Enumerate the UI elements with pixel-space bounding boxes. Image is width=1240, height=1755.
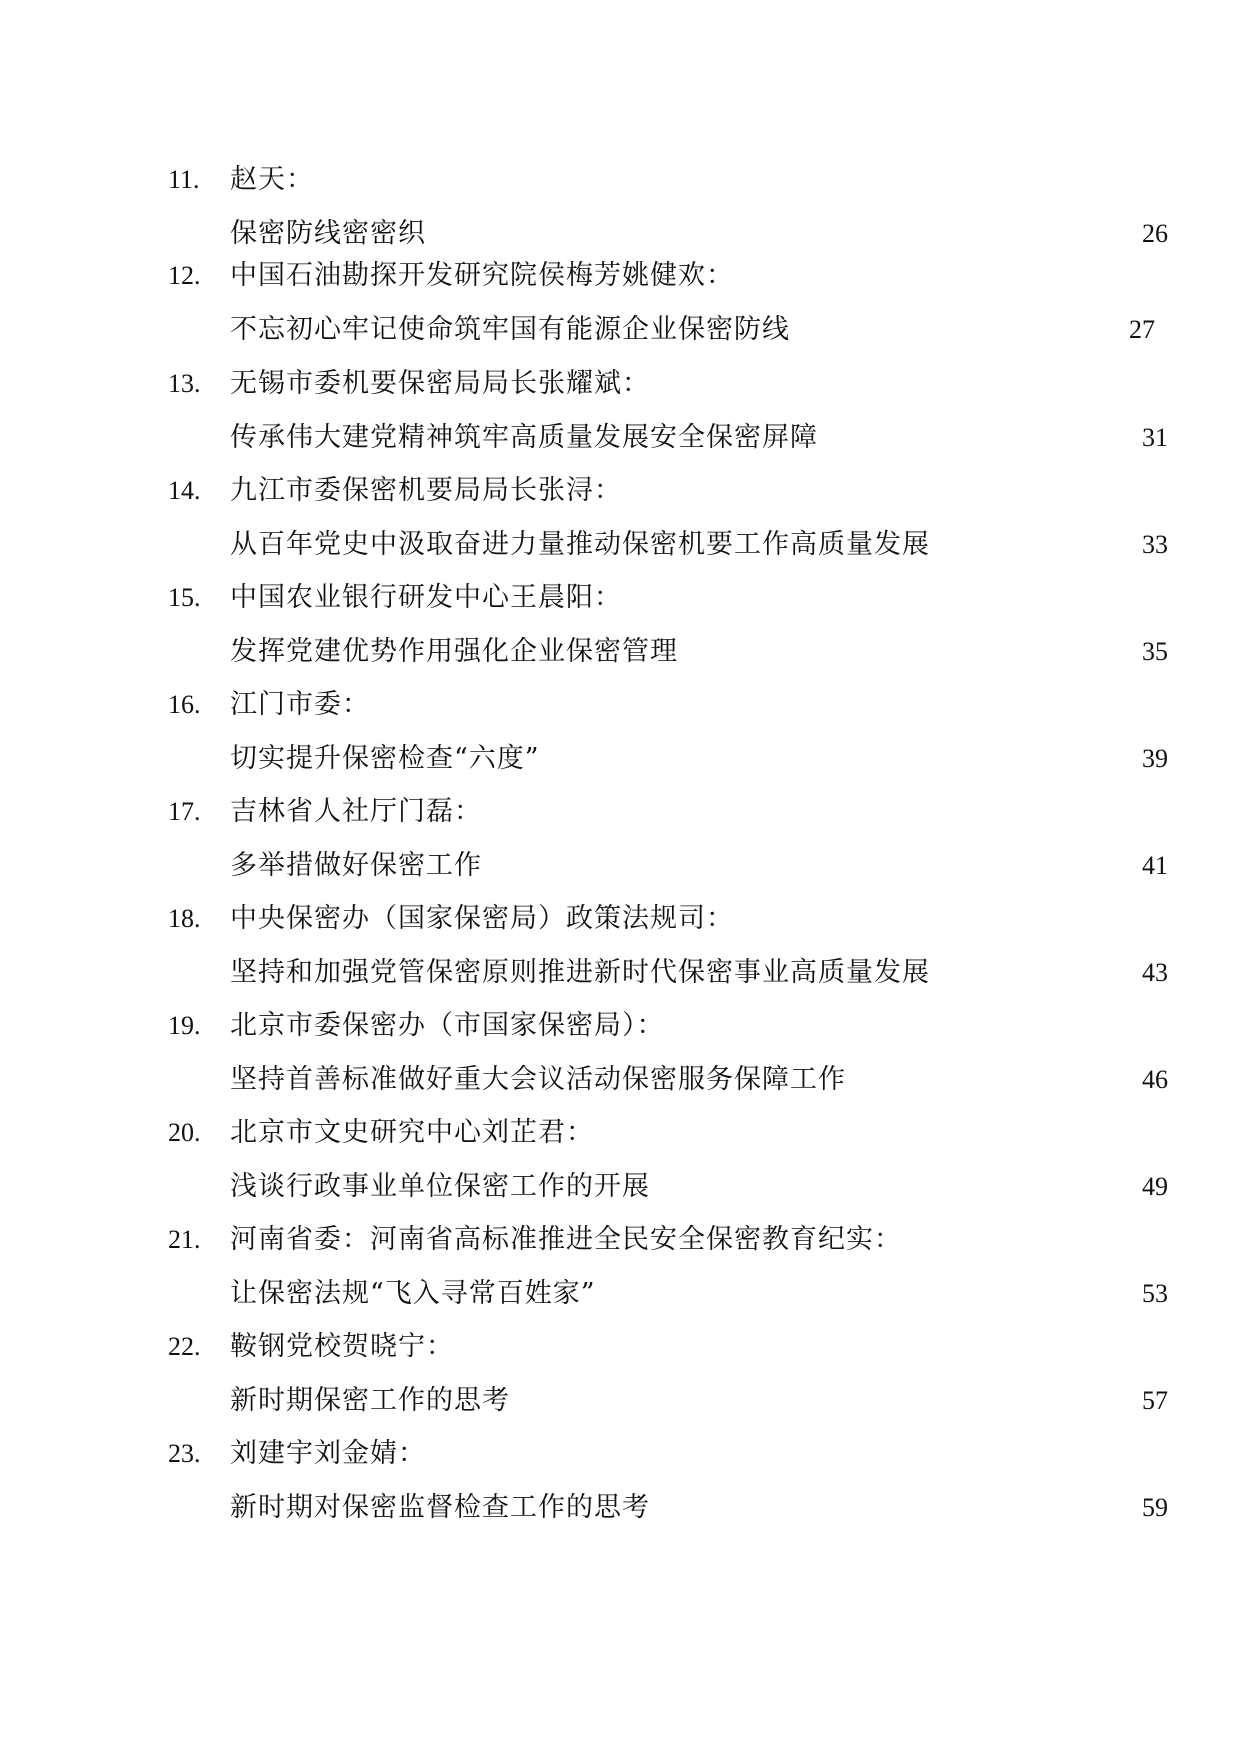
- entry-number: 23.: [168, 1439, 201, 1468]
- entry-title: 从百年党史中汲取奋进力量推动保密机要工作高质量发展: [230, 529, 930, 560]
- entry-number: 11.: [168, 165, 200, 194]
- entry-title: 切实提升保密检查“六度”: [230, 743, 540, 774]
- entry-author: 刘建宇刘金婧：: [230, 1438, 426, 1469]
- entry-page-number: 26: [1142, 219, 1168, 248]
- entry-title: 传承伟大建党精神筑牢高质量发展安全保密屏障: [230, 422, 818, 453]
- toc-entry: [0, 467, 1240, 574]
- entry-author: 江门市委：: [230, 689, 370, 720]
- entry-author: 北京市文史研究中心刘芷君：: [230, 1117, 594, 1148]
- entry-page-number: 33: [1142, 530, 1168, 559]
- entry-author: 九江市委保密机要局局长张浔：: [230, 475, 622, 506]
- entry-title: 不忘初心牢记使命筑牢国有能源企业保密防线: [230, 314, 790, 345]
- entry-number: 14.: [168, 476, 201, 505]
- toc-entry: [0, 681, 1240, 788]
- entry-author: 中国农业银行研发中心王晨阳：: [230, 582, 622, 613]
- entry-title: 发挥党建优势作用强化企业保密管理: [230, 636, 678, 667]
- entry-page-number: 43: [1142, 958, 1168, 987]
- entry-author: 鞍钢党校贺晓宁：: [230, 1331, 454, 1362]
- entry-page-number: 35: [1142, 637, 1168, 666]
- entry-page-number: 57: [1142, 1386, 1168, 1415]
- entry-page-number: 49: [1142, 1172, 1168, 1201]
- entry-number: 21.: [168, 1225, 201, 1254]
- table-of-contents: [0, 156, 1240, 1537]
- entry-author: 无锡市委机要保密局局长张耀斌：: [230, 368, 650, 399]
- toc-entry: [0, 360, 1240, 467]
- entry-author: 吉林省人社厅门磊：: [230, 796, 482, 827]
- toc-entry: [0, 1323, 1240, 1430]
- entry-author: 中央保密办（国家保密局）政策法规司：: [230, 903, 734, 934]
- entry-number: 18.: [168, 904, 201, 933]
- entry-author: 北京市委保密办（市国家保密局）：: [230, 1010, 665, 1041]
- entry-number: 13.: [168, 369, 201, 398]
- entry-number: 20.: [168, 1118, 201, 1147]
- toc-entry: [0, 1430, 1240, 1537]
- entry-title: 新时期对保密监督检查工作的思考: [230, 1492, 650, 1523]
- toc-entry: [0, 788, 1240, 895]
- entry-title: 新时期保密工作的思考: [230, 1385, 510, 1416]
- entry-title: 让保密法规“飞入寻常百姓家”: [230, 1278, 596, 1309]
- entry-page-number: 59: [1142, 1493, 1168, 1522]
- entry-page-number: 53: [1142, 1279, 1168, 1308]
- entry-page-number: 27: [1129, 315, 1155, 344]
- toc-entry: [0, 252, 1240, 360]
- entry-page-number: 31: [1142, 423, 1168, 452]
- entry-page-number: 39: [1142, 744, 1168, 773]
- toc-entry: [0, 895, 1240, 1002]
- entry-author: 河南省委：河南省高标准推进全民安全保密教育纪实：: [230, 1224, 902, 1255]
- entry-number: 17.: [168, 797, 201, 826]
- entry-title: 多举措做好保密工作: [230, 850, 482, 881]
- entry-number: 12.: [168, 261, 201, 290]
- entry-number: 22.: [168, 1332, 201, 1361]
- toc-entry: [0, 1216, 1240, 1323]
- entry-author: 中国石油勘探开发研究院侯梅芳姚健欢：: [230, 260, 734, 291]
- entry-title: 坚持首善标准做好重大会议活动保密服务保障工作: [230, 1064, 846, 1095]
- entry-title: 保密防线密密织: [230, 218, 426, 249]
- toc-entry: [0, 156, 1240, 252]
- entry-number: 15.: [168, 583, 201, 612]
- toc-entry: [0, 574, 1240, 681]
- entry-title: 浅谈行政事业单位保密工作的开展: [230, 1171, 650, 1202]
- entry-author: 赵天：: [230, 164, 314, 195]
- toc-entry: [0, 1109, 1240, 1216]
- entry-page-number: 41: [1142, 851, 1168, 880]
- entry-title: 坚持和加强党管保密原则推进新时代保密事业高质量发展: [230, 957, 930, 988]
- entry-number: 19.: [168, 1011, 201, 1040]
- toc-entry: [0, 1002, 1240, 1109]
- entry-page-number: 46: [1142, 1065, 1168, 1094]
- entry-number: 16.: [168, 690, 201, 719]
